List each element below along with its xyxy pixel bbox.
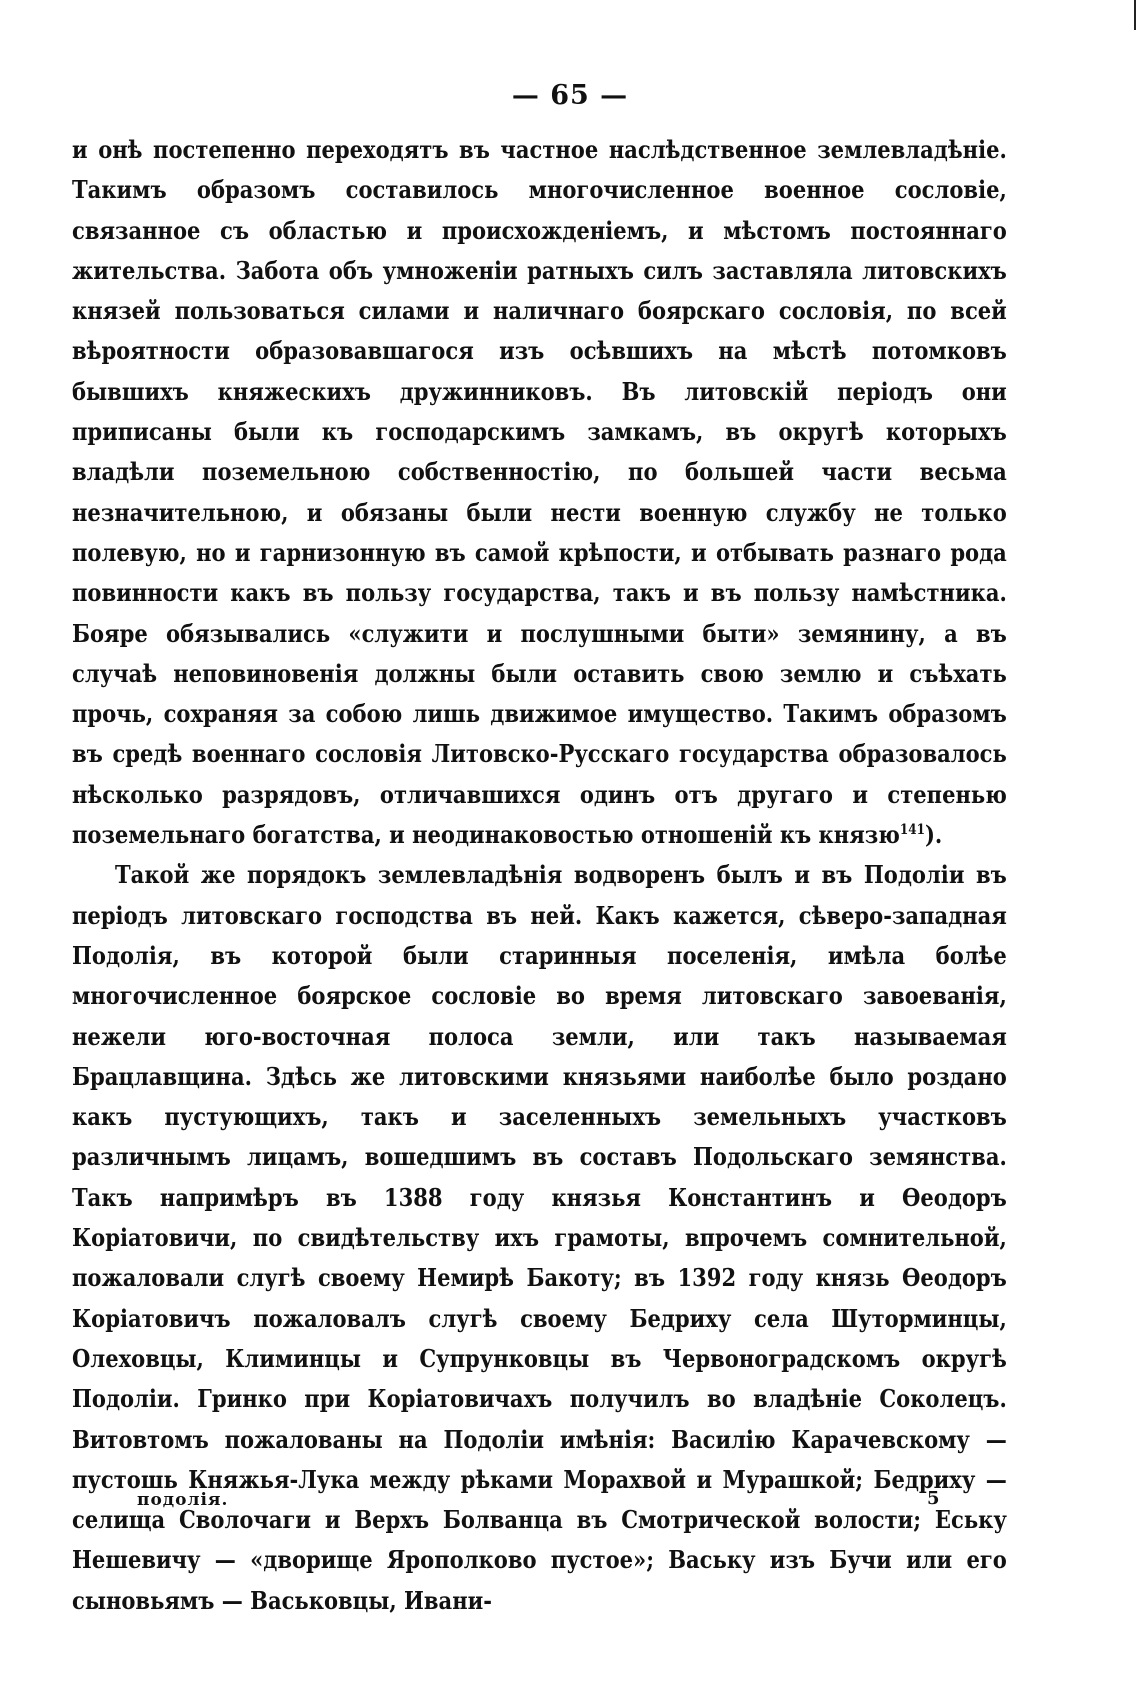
body-text [72, 130, 1007, 1621]
signature-mark-number: 5 [927, 1488, 940, 1509]
signature-mark-title: подолія. [137, 1490, 229, 1510]
paragraph-1-tail: ). [924, 820, 943, 850]
page-number: — 65 — [511, 80, 629, 111]
paragraph-1 [72, 130, 1007, 855]
paragraph-2-text: Такой же порядокъ землевладѣнія водворенъ былъ и въ Подоліи въ періодъ литовскаго господства въ ней. Какъ кажется, сѣверо-западная Подолія, въ которой были старинныя поселенія, имѣла болѣе многочисленное боярское сословіе во время литовскаго завоеванія, нежели юго-восточная полоса земли, или такъ называемая Брацлавщина. Здѣсь же литовскими князьями наиболѣе было роздано какъ пустующихъ, такъ и заселенныхъ земельныхъ участковъ различнымъ лицамъ, вошедшимъ въ составъ Подольскаго земянства. Такъ напримѣръ въ 1388 году князья Константинъ и Ѳеодоръ Коріатовичи, по свидѣтельству ихъ грамоты, впрочемъ сомнительной, пожаловали слугѣ своему Немирѣ Бакоту; въ 1392 году князь Ѳеодоръ Коріатовичъ пожаловалъ слугѣ своему Бедриху села Шуторминцы, Олеховцы, Климинцы и Супрунковцы въ Червоноградскомъ округѣ Подоліи. Гринко при Коріатовичахъ получилъ во владѣніе Соколецъ. Витовтомъ пожалованы на Подоліи имѣнія: Василію Карачевскому — пустошь Княжья-Лука между рѣками Морахвой и Мурашкой; Бедриху — селища Сволочаги и Верхъ Болванца въ Смотрической волости; Еську Нешевичу — «дворище Ярополково пустое»; Ваську изъ Бучи или его сыновьямъ — Васьковцы, Ивани- [72, 860, 1007, 1615]
paragraph-1-text: и онѣ постепенно переходятъ въ частное наслѣдственное землевладѣніе. Такимъ образомъ составилось многочисленное военное сословіе, связанное съ областью и происхожденіемъ, и мѣстомъ постояннаго жительства. Забота объ умноженіи ратныхъ силъ заставляла литовскихъ князей пользоваться силами и наличнаго боярскаго сословія, по всей вѣроятности образовавшагося изъ осѣвшихъ на мѣстѣ потомковъ бывшихъ княжескихъ дружинниковъ. Въ литовскій періодъ они приписаны были къ господарскимъ замкамъ, въ округѣ которыхъ владѣли поземельною собственностію, по большей части весьма незначительною, и обязаны были нести военную службу не только полевую, но и гарнизонную въ самой крѣпости, и отбывать разнаго рода повинности какъ въ пользу государства, такъ и въ пользу намѣстника. Бояре обязывались «служити и послушными быти» земянину, а въ случаѣ неповиновенія должны были оставить свою землю и съѣхать прочь, сохраняя за собою лишь движимое имущество. Такимъ образомъ въ средѣ военнаго сословія Литовско-Русскаго государства образовалось нѣсколько разрядовъ, отличавшихся одинъ отъ другаго и степенью поземельнаго богатства, и неодинаковостью отношеній къ князю [72, 135, 1007, 850]
page-edge-mark [1134, 0, 1136, 30]
footnote-reference: 141 [899, 821, 925, 838]
